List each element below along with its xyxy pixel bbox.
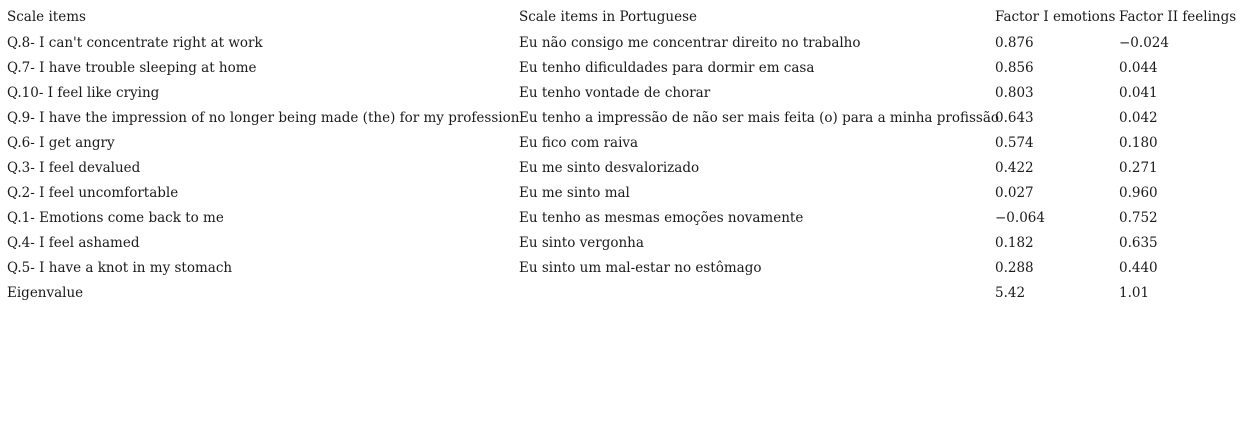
table-row bbox=[7, 230, 1237, 255]
factor-2-loading: 0.044 bbox=[1119, 59, 1158, 76]
item-portuguese: Eu sinto um mal-estar no estômago bbox=[519, 259, 762, 276]
factor-1-loading: 0.856 bbox=[995, 59, 1034, 76]
table-row bbox=[7, 155, 1237, 180]
factor-1-loading: 0.027 bbox=[995, 184, 1034, 201]
factor-2-loading: 0.960 bbox=[1119, 184, 1158, 201]
factor-2-loading: 0.271 bbox=[1119, 159, 1158, 176]
factor-2-loading: 0.752 bbox=[1119, 209, 1158, 226]
item-english: Q.2- I feel uncomfortable bbox=[7, 184, 179, 201]
table-row bbox=[7, 55, 1237, 80]
header-factor-2-feelings: Factor II feelings bbox=[1119, 9, 1237, 25]
factor-2-loading: 0.440 bbox=[1119, 259, 1158, 276]
factor-1-loading: 0.574 bbox=[995, 134, 1034, 151]
table-row bbox=[7, 80, 1237, 105]
item-english: Q.8- I can't concentrate right at work bbox=[7, 34, 263, 51]
factor-1-loading: 0.288 bbox=[995, 259, 1034, 276]
factor-2-loading: 0.635 bbox=[1119, 234, 1158, 251]
table-row bbox=[7, 180, 1237, 205]
eigenvalue-factor-1: 5.42 bbox=[995, 284, 1026, 301]
table-header-row bbox=[7, 4, 1237, 30]
item-portuguese: Eu tenho as mesmas emoções novamente bbox=[519, 209, 804, 226]
item-english: Q.1- Emotions come back to me bbox=[7, 209, 224, 226]
factor-1-loading: 0.803 bbox=[995, 84, 1034, 101]
factor-1-loading: 0.182 bbox=[995, 234, 1034, 251]
item-english: Q.5- I have a knot in my stomach bbox=[7, 259, 233, 276]
eigenvalue-factor-2: 1.01 bbox=[1119, 284, 1150, 301]
factor-2-loading: 0.042 bbox=[1119, 109, 1158, 126]
factor-1-loading: 0.422 bbox=[995, 159, 1034, 176]
header-factor-1-emotions: Factor I emotions bbox=[995, 9, 1116, 25]
item-portuguese: Eu tenho a impressão de não ser mais feita (o) para a minha profissão bbox=[519, 109, 1000, 126]
factor-1-loading: 0.643 bbox=[995, 109, 1034, 126]
item-portuguese: Eu me sinto mal bbox=[519, 184, 630, 201]
table-row bbox=[7, 105, 1237, 130]
header-scale-items: Scale items bbox=[7, 9, 86, 25]
table-row bbox=[7, 255, 1237, 280]
table-row bbox=[7, 130, 1237, 155]
table-row bbox=[7, 30, 1237, 55]
item-english: Q.7- I have trouble sleeping at home bbox=[7, 59, 257, 76]
item-portuguese: Eu sinto vergonha bbox=[519, 234, 644, 251]
factor-1-loading: 0.876 bbox=[995, 34, 1034, 51]
eigenvalue-row bbox=[7, 280, 1237, 305]
item-portuguese: Eu me sinto desvalorizado bbox=[519, 159, 700, 176]
factor-2-loading: −0.024 bbox=[1119, 34, 1169, 51]
header-scale-items-portuguese: Scale items in Portuguese bbox=[519, 9, 697, 25]
factor-2-loading: 0.180 bbox=[1119, 134, 1158, 151]
item-portuguese: Eu tenho dificuldades para dormir em casa bbox=[519, 59, 815, 76]
item-portuguese: Eu tenho vontade de chorar bbox=[519, 84, 711, 101]
item-english: Q.4- I feel ashamed bbox=[7, 234, 140, 251]
item-portuguese: Eu fico com raiva bbox=[519, 134, 639, 151]
eigenvalue-label: Eigenvalue bbox=[7, 284, 84, 301]
item-portuguese: Eu não consigo me concentrar direito no trabalho bbox=[519, 34, 861, 51]
table-row bbox=[7, 205, 1237, 230]
factor-1-loading: −0.064 bbox=[995, 209, 1045, 226]
item-english: Q.3- I feel devalued bbox=[7, 159, 141, 176]
factor-2-loading: 0.041 bbox=[1119, 84, 1158, 101]
factor-loadings-table bbox=[7, 4, 1237, 305]
item-english: Q.10- I feel like crying bbox=[7, 84, 160, 101]
item-english: Q.6- I get angry bbox=[7, 134, 115, 151]
item-english: Q.9- I have the impression of no longer being made (the) for my profession bbox=[7, 109, 520, 126]
